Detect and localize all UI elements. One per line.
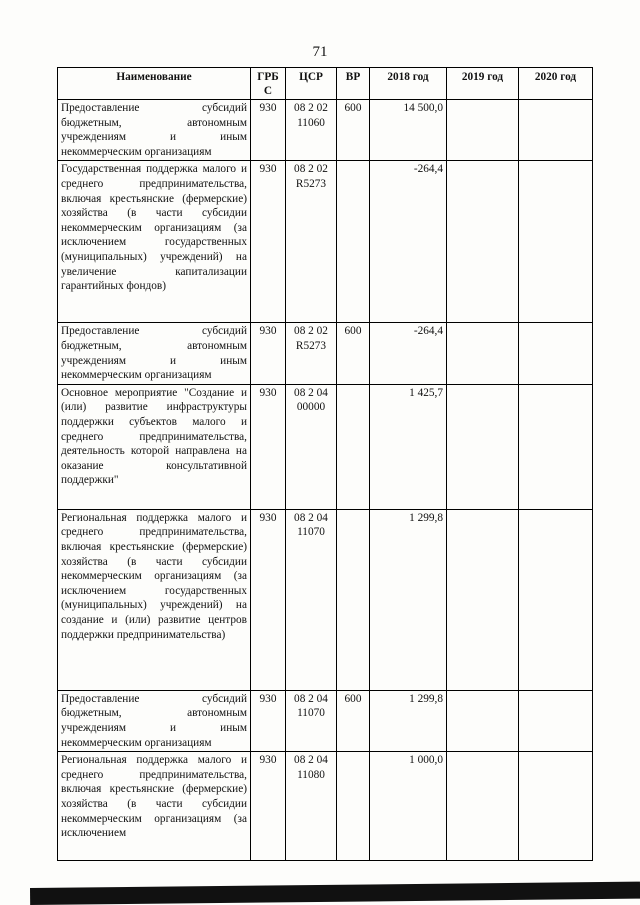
row-vr-cell: 600 xyxy=(337,690,370,751)
row-vr-cell xyxy=(337,384,370,509)
column-header-grbs: ГРБС xyxy=(251,68,286,100)
row-2018-cell: 1 425,7 xyxy=(370,384,447,509)
budget-table xyxy=(57,67,593,861)
csr-code-part: 08 2 04 xyxy=(294,511,328,524)
row-2020-cell xyxy=(519,161,593,323)
page-number: 71 xyxy=(312,44,328,60)
column-header-2020: 2020 год xyxy=(519,68,593,100)
row-2020-cell xyxy=(519,100,593,161)
row-2019-cell xyxy=(447,752,519,861)
row-vr-cell: 600 xyxy=(337,323,370,384)
row-grbs-cell: 930 xyxy=(251,323,286,384)
row-2018-cell: 1 000,0 xyxy=(370,752,447,861)
csr-code-part: R5273 xyxy=(295,177,327,190)
column-header-vr: ВР xyxy=(337,68,370,100)
row-name-cell: Предоставление субсидий бюджетным, автономным учреждениям и иным некоммерческим организациям xyxy=(58,100,251,161)
csr-code-part: 11060 xyxy=(297,116,325,129)
row-2020-cell xyxy=(519,690,593,751)
row-2019-cell xyxy=(447,690,519,751)
csr-code-part: 08 2 02 xyxy=(294,163,328,176)
table-row xyxy=(58,690,593,751)
row-2018-cell: 14 500,0 xyxy=(370,100,447,161)
row-2019-cell xyxy=(447,384,519,509)
csr-code-part: 08 2 04 xyxy=(294,754,328,767)
row-vr-cell xyxy=(337,161,370,323)
row-2019-cell xyxy=(447,509,519,690)
csr-code-part: 11080 xyxy=(297,768,325,781)
table-row xyxy=(58,752,593,861)
csr-code-part: 08 2 02 xyxy=(294,325,328,338)
row-grbs-cell: 930 xyxy=(251,690,286,751)
row-grbs-cell: 930 xyxy=(251,384,286,509)
row-2020-cell xyxy=(519,509,593,690)
row-name-cell: Региональная поддержка малого и среднего предпринимательства, включая крестьянские (фермерские) хозяйства (в части субсидии некоммерческим организациям (за исключением государственных (муниципальных) учреждений) на создание и (или) развитие центров поддержки предпринимательства) xyxy=(58,509,251,690)
csr-code-part: 08 2 04 xyxy=(294,692,328,705)
row-name-cell: Государственная поддержка малого и среднего предпринимательства, включая крестьянские (фермерские) хозяйства (в части субсидии некоммерческим организациям (за исключением государственных (муниципальных) учреждений) на увеличение капитализации гарантийных фондов) xyxy=(58,161,251,323)
csr-code-part: R5273 xyxy=(295,339,327,352)
row-grbs-cell: 930 xyxy=(251,752,286,861)
row-name-cell: Предоставление субсидий бюджетным, автономным учреждениям и иным некоммерческим организациям xyxy=(58,323,251,384)
csr-code-part: 11070 xyxy=(297,707,325,720)
table-row xyxy=(58,100,593,161)
row-2020-cell xyxy=(519,384,593,509)
row-grbs-cell: 930 xyxy=(251,161,286,323)
row-grbs-cell: 930 xyxy=(251,509,286,690)
table-row xyxy=(58,323,593,384)
table-row xyxy=(58,509,593,690)
row-grbs-cell: 930 xyxy=(251,100,286,161)
row-2019-cell xyxy=(447,323,519,384)
row-vr-cell xyxy=(337,752,370,861)
scan-edge-shadow xyxy=(30,882,640,905)
row-2018-cell: -264,4 xyxy=(370,161,447,323)
column-header-2018: 2018 год xyxy=(370,68,447,100)
row-csr-cell xyxy=(286,690,337,751)
csr-code-part: 08 2 02 xyxy=(294,102,328,114)
table-row xyxy=(58,384,593,509)
row-csr-cell xyxy=(286,752,337,861)
row-csr-cell xyxy=(286,323,337,384)
row-2020-cell xyxy=(519,752,593,861)
row-csr-cell xyxy=(286,509,337,690)
row-csr-cell xyxy=(286,161,337,323)
row-2018-cell: -264,4 xyxy=(370,323,447,384)
csr-code-part: 00000 xyxy=(296,401,326,414)
row-csr-cell xyxy=(286,384,337,509)
csr-code-part: 08 2 04 xyxy=(294,386,328,399)
row-name-cell: Региональная поддержка малого и среднего предпринимательства, включая крестьянские (фермерские) хозяйства (в части субсидии некоммерческим организациям (за исключением xyxy=(58,752,251,861)
column-header-2019: 2019 год xyxy=(447,68,519,100)
row-name-cell: Предоставление субсидий бюджетным, автономным учреждениям и иным некоммерческим организациям xyxy=(58,690,251,751)
row-vr-cell: 600 xyxy=(337,100,370,161)
row-vr-cell xyxy=(337,509,370,690)
row-2019-cell xyxy=(447,100,519,161)
row-2019-cell xyxy=(447,161,519,323)
row-csr-cell xyxy=(286,100,337,161)
row-2018-cell: 1 299,8 xyxy=(370,509,447,690)
table-row xyxy=(58,161,593,323)
csr-code-part: 11070 xyxy=(297,526,325,539)
column-header-name: Наименование xyxy=(58,68,251,100)
column-header-csr: ЦСР xyxy=(286,68,337,100)
table-header-row xyxy=(58,68,593,100)
row-name-cell: Основное мероприятие "Создание и (или) развитие инфраструктуры поддержки субъектов малого и среднего предпринимательства, деятельность которой направлена на оказание консультативной поддержки" xyxy=(58,384,251,509)
row-2020-cell xyxy=(519,323,593,384)
row-2018-cell: 1 299,8 xyxy=(370,690,447,751)
